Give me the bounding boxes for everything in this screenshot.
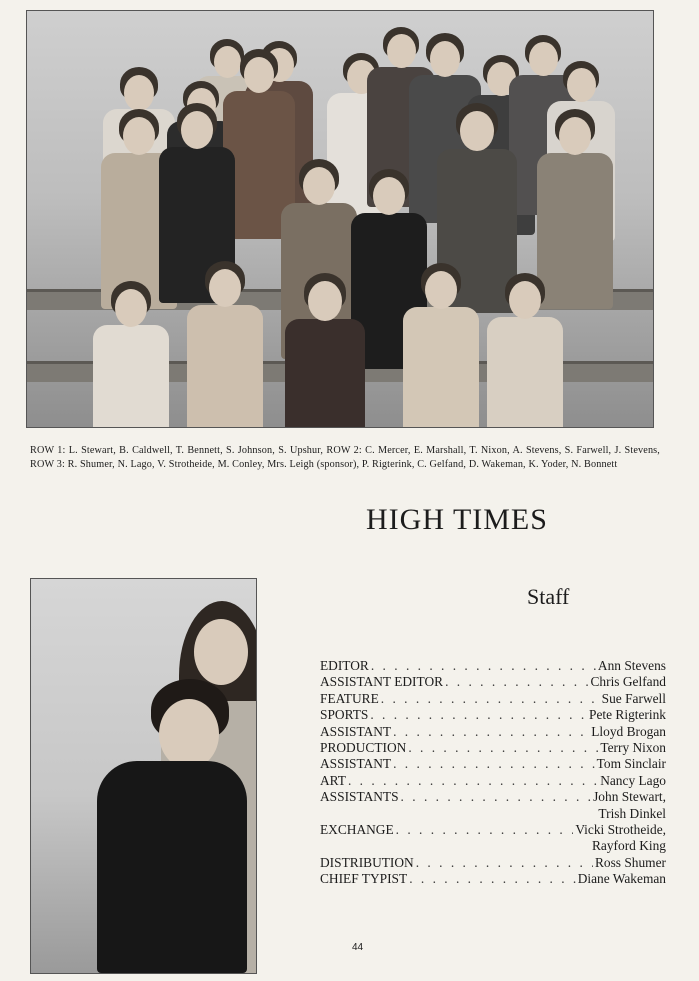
staff-row xyxy=(320,740,666,756)
staff-name: Tom Sinclair xyxy=(596,756,666,772)
staff-role: PRODUCTION xyxy=(320,740,407,756)
group-member xyxy=(93,281,169,428)
staff-name: Nancy Lago xyxy=(600,772,666,788)
group-caption: ROW 1: L. Stewart, B. Caldwell, T. Bennett, S. Johnson, S. Upshur, ROW 2: C. Mercer, E. Marshall, T. Nixon, A. Stevens, S. Farwell, J. Stevens, ROW 3: R. Shumer, N. Lago, V. Strotheide, M. Conley, Mrs. Leigh (sponsor), P. Rigterink, C. Gelfand, D. Wakeman, K. Yoder, N. Bonnett xyxy=(30,445,660,470)
staff-role: FEATURE xyxy=(320,690,379,706)
staff-roster xyxy=(320,658,666,888)
leader-dots xyxy=(371,658,596,674)
staff-name: Terry Nixon xyxy=(600,740,666,756)
staff-row xyxy=(320,789,666,805)
staff-role: ASSISTANT xyxy=(320,756,392,772)
leader-dots xyxy=(381,691,600,707)
staff-role: ART xyxy=(320,772,346,788)
staff-role: ASSISTANTS xyxy=(320,789,399,805)
staff-name: Ann Stevens xyxy=(597,658,666,673)
staff-name: Diane Wakeman xyxy=(577,871,666,887)
staff-name: Ross Shumer xyxy=(594,854,666,870)
staff-row xyxy=(320,691,666,707)
staff-name: John Stewart, xyxy=(593,789,666,805)
staff-role: ASSISTANT xyxy=(320,723,392,739)
page-title: HIGH TIMES xyxy=(366,503,548,536)
leader-dots xyxy=(393,724,589,740)
staff-subtitle: Staff xyxy=(527,584,570,609)
staff-name: Chris Gelfand xyxy=(590,674,666,690)
staff-row xyxy=(320,674,666,690)
group-photo xyxy=(26,10,654,428)
staff-name-continued: Rayford King xyxy=(591,838,666,854)
leader-dots xyxy=(408,740,598,756)
staff-role: EDITOR xyxy=(320,658,369,673)
staff-row xyxy=(320,855,666,871)
staff-role: SPORTS xyxy=(320,707,369,723)
leader-dots xyxy=(416,855,593,871)
staff-name-continued: Trish Dinkel xyxy=(598,805,666,821)
staff-name: Pete Rigterink xyxy=(589,707,666,723)
staff-role: CHIEF TYPIST xyxy=(320,871,408,887)
staff-name: Vicki Strotheide, xyxy=(575,822,666,838)
staff-row xyxy=(320,756,666,772)
staff-row xyxy=(320,871,666,887)
leader-dots xyxy=(409,871,576,887)
group-member xyxy=(403,263,479,428)
leader-dots xyxy=(348,773,598,789)
staff-role: EXCHANGE xyxy=(320,822,394,838)
group-member xyxy=(487,273,563,428)
leader-dots xyxy=(370,707,587,723)
staff-row xyxy=(320,773,666,789)
leader-dots xyxy=(445,674,588,690)
group-member xyxy=(187,261,263,428)
staff-role: DISTRIBUTION xyxy=(320,854,414,870)
staff-row xyxy=(320,822,666,838)
group-member xyxy=(285,273,365,428)
staff-person-front xyxy=(97,679,247,973)
leader-dots xyxy=(393,756,595,772)
staff-row xyxy=(320,658,666,674)
leader-dots xyxy=(396,822,574,838)
staff-row xyxy=(320,707,666,723)
staff-role: ASSISTANT EDITOR xyxy=(320,674,444,690)
staff-photo xyxy=(30,578,257,974)
staff-name: Sue Farwell xyxy=(601,690,666,706)
staff-name: Lloyd Brogan xyxy=(591,723,666,739)
leader-dots xyxy=(401,789,592,805)
page-number: 44 xyxy=(352,942,364,953)
staff-row xyxy=(320,724,666,740)
